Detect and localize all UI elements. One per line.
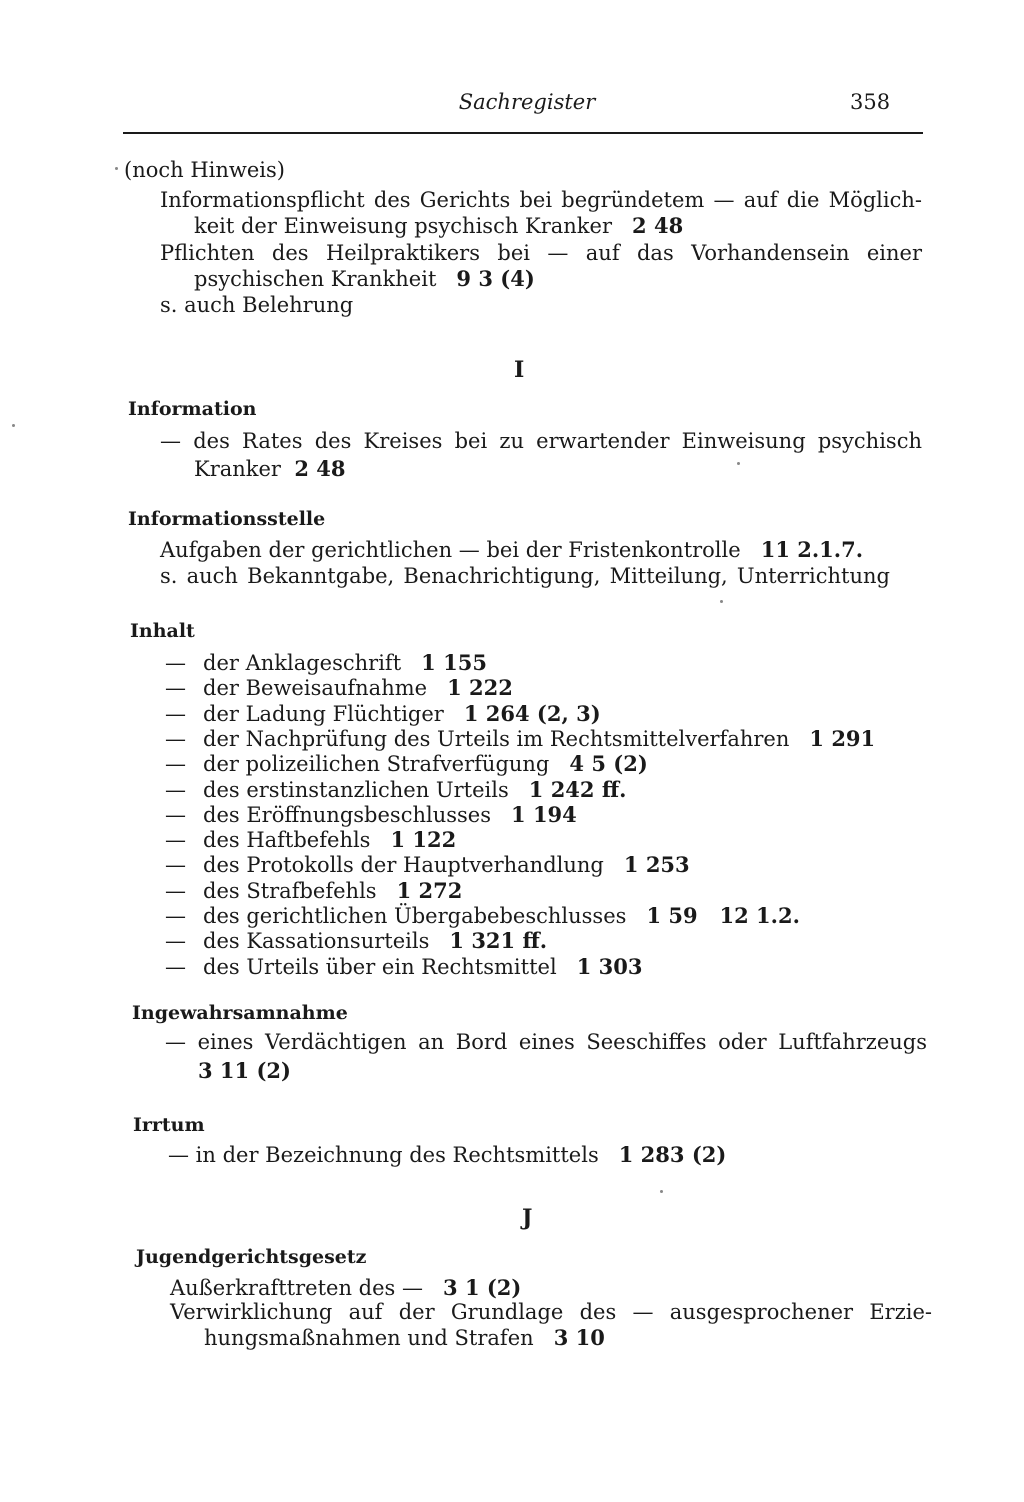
inhalt-item-text: des Strafbefehls (203, 879, 377, 903)
inhalt-item (165, 675, 513, 701)
page-number: 358 (850, 90, 891, 114)
scan-speck (737, 462, 740, 465)
inhalt-item-reference: 1 155 (421, 650, 487, 675)
entry-line: s. auch Bekanntgabe, Benachrichtigung, Mitteilung, Unterrichtung (160, 564, 890, 588)
inhalt-item-text: der polizeilichen Strafverfügung (203, 752, 550, 776)
entry-line: Kranker 2 48 (194, 456, 346, 481)
inhalt-item-reference: 1 291 (809, 726, 876, 751)
dash-mark: — (165, 955, 186, 979)
entry-reference: 2 48 (632, 213, 684, 238)
section-letter-j: J (522, 1205, 533, 1231)
inhalt-item-text: des gerichtlichen Übergabebeschlusses (203, 904, 627, 928)
entry-line: Pflichten des Heilpraktikers bei — auf das Vorhandensein einer (160, 241, 922, 265)
dash-mark: — (165, 904, 186, 928)
entry-heading: Inhalt (130, 620, 195, 642)
inhalt-item-reference: 1 222 (447, 675, 513, 700)
inhalt-item (165, 954, 642, 980)
dash-mark: — (165, 752, 186, 776)
inhalt-item (165, 878, 462, 904)
entry-line: keit der Einweisung psychisch Kranker 2 48 (194, 213, 684, 238)
scan-speck (12, 424, 15, 427)
inhalt-item-reference: 1 272 (396, 878, 463, 903)
header-rule (123, 132, 923, 134)
entry-line: Außerkrafttreten des — 3 1 (2) (170, 1275, 522, 1300)
inhalt-item-text: des Protokolls der Hauptverhandlung (203, 853, 604, 877)
inhalt-item-reference: 1 321 ff. (449, 928, 548, 953)
inhalt-item-text: der Nachprüfung des Urteils im Rechtsmittelverfahren (203, 727, 790, 751)
inhalt-item (165, 650, 487, 676)
inhalt-item-reference: 1 253 (623, 852, 690, 877)
entry-line: hungsmaßnahmen und Strafen 3 10 (204, 1325, 605, 1350)
entry-line: — eines Verdächtigen an Bord eines Seeschiffes oder Luftfahrzeugs (165, 1030, 927, 1054)
inhalt-item-reference: 1 303 (576, 954, 643, 979)
inhalt-item-text: des Eröffnungsbeschlusses (203, 803, 491, 827)
inhalt-item-text: des Urteils über ein Rechtsmittel (203, 955, 557, 979)
inhalt-item-reference: 4 5 (2) (569, 751, 648, 776)
inhalt-item (165, 827, 456, 853)
entry-reference: 11 2.1.7. (760, 537, 864, 562)
scan-speck (660, 1190, 663, 1193)
dash-mark: — (165, 879, 186, 903)
dash-mark: — (165, 828, 186, 852)
inhalt-item (165, 751, 648, 777)
inhalt-item (165, 802, 577, 828)
dash-mark: — (165, 778, 186, 802)
entry-reference: 2 48 (294, 456, 346, 481)
running-head: Sachregister (458, 90, 596, 114)
entry-reference: 3 11 (2) (198, 1058, 291, 1083)
dash-mark: — (165, 929, 186, 953)
inhalt-item-reference: 1 264 (2, 3) (463, 701, 601, 726)
inhalt-item (165, 701, 601, 727)
entry-line: — in der Bezeichnung des Rechtsmittels 1 283 (2) (168, 1142, 727, 1167)
inhalt-item-text: der Beweisaufnahme (203, 676, 428, 700)
entry-reference: 3 10 (553, 1325, 605, 1350)
inhalt-item-reference: 1 194 (511, 802, 577, 827)
entry-reference: 3 1 (2) (443, 1275, 522, 1300)
inhalt-item-text: des erstinstanzlichen Urteils (203, 778, 509, 802)
scan-speck (720, 600, 723, 603)
entry-heading: Ingewahrsamnahme (132, 1002, 348, 1024)
inhalt-item (165, 852, 690, 878)
entry-reference: 9 3 (4) (456, 266, 535, 291)
entry-reference: 1 283 (2) (618, 1142, 727, 1167)
dash-mark: — (165, 676, 186, 700)
entry-heading: Information (128, 398, 257, 420)
dash-mark: — (165, 853, 186, 877)
entry-heading: Jugendgerichtsgesetz (136, 1246, 367, 1268)
entry-line: Informationspflicht des Gerichts bei begründetem — auf die Möglich- (160, 188, 922, 212)
section-letter-i: I (514, 357, 525, 383)
inhalt-item (165, 928, 547, 954)
entry-line: s. auch Belehrung (160, 293, 354, 317)
dash-mark: — (165, 803, 186, 827)
dash-mark: — (165, 727, 186, 751)
entry-line: Verwirklichung auf der Grundlage des — ausgesprochener Erzie- (170, 1300, 932, 1324)
dash-mark: — (165, 651, 186, 675)
inhalt-item (165, 903, 800, 929)
entry-line: Aufgaben der gerichtlichen — bei der Fristenkontrolle 11 2.1.7. (160, 537, 864, 562)
entry-line: — des Rates des Kreises bei zu erwartender Einweisung psychisch (160, 429, 922, 453)
inhalt-item-text: des Kassationsurteils (203, 929, 430, 953)
scan-speck (115, 167, 118, 170)
inhalt-item-text: des Haftbefehls (203, 828, 371, 852)
inhalt-item-reference: 1 122 (390, 827, 457, 852)
inhalt-item (165, 726, 875, 752)
inhalt-item-reference: 1 242 ff. (528, 777, 627, 802)
inhalt-item-text: der Ladung Flüchtiger (203, 702, 444, 726)
entry-heading: Informationsstelle (128, 508, 326, 530)
entry-heading: (noch Hinweis) (124, 158, 285, 182)
inhalt-item-text: der Anklageschrift (203, 651, 402, 675)
dash-mark: — (165, 702, 186, 726)
inhalt-item (165, 777, 626, 803)
entry-heading: Irrtum (133, 1114, 205, 1136)
inhalt-item-reference: 1 59 12 1.2. (646, 903, 800, 928)
entry-line: psychischen Krankheit 9 3 (4) (194, 266, 535, 291)
